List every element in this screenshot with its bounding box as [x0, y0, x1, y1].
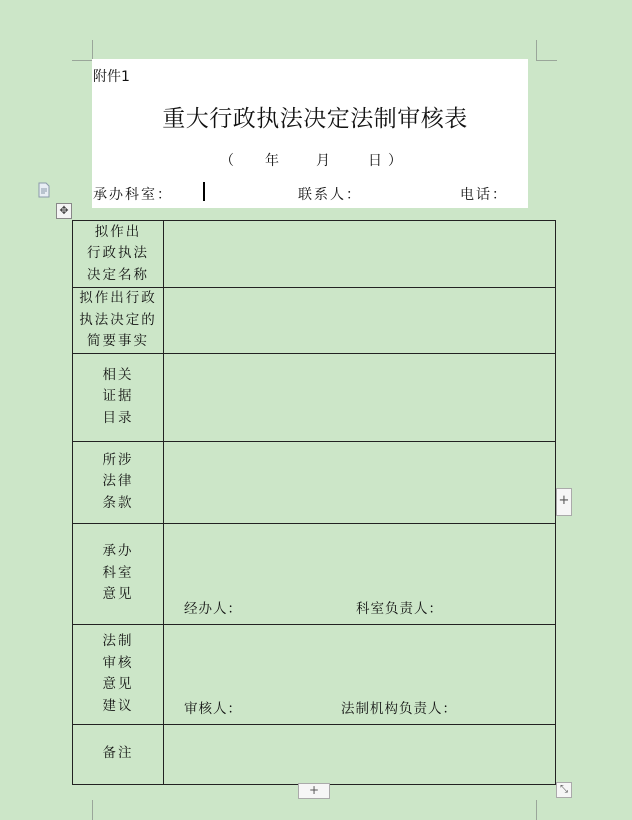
cell-dept-opinion[interactable] — [164, 523, 556, 624]
table-resize-handle[interactable]: ⤡ — [556, 782, 572, 798]
page-corner-mark-bottom-left — [72, 800, 93, 820]
date-month: 月 — [316, 153, 330, 169]
table-move-handle[interactable]: ✥ — [56, 203, 72, 219]
document-icon[interactable] — [36, 182, 52, 198]
row-label-decision-name: 拟作出 行政执法 决定名称 — [73, 221, 164, 288]
table-row-brief-facts — [73, 288, 556, 354]
table-row-evidence — [73, 353, 556, 441]
text-cursor — [203, 182, 205, 201]
table-row-legal-review — [73, 624, 556, 724]
row-label-evidence: 相关 证据 目录 — [73, 353, 164, 441]
table-row-remarks — [73, 724, 556, 784]
row-label-legal-review: 法制 审核 意见 建议 — [73, 624, 164, 724]
handler-signature-label: 经办人： — [184, 600, 242, 617]
date-day: 日 — [368, 153, 382, 169]
page-corner-mark-bottom-right — [536, 800, 557, 820]
cell-brief-facts[interactable] — [164, 288, 556, 354]
legal-head-signature-label: 法制机构负责人： — [341, 700, 457, 717]
cell-evidence[interactable] — [164, 353, 556, 441]
table-row-legal-provisions — [73, 441, 556, 523]
add-column-button[interactable]: + — [556, 488, 572, 516]
phone-label: 电话： — [460, 187, 508, 203]
cell-legal-review[interactable] — [164, 624, 556, 724]
date-open-paren: （ — [220, 153, 234, 169]
page-corner-mark-top-left — [72, 40, 93, 61]
reviewer-signature-label: 审核人： — [184, 700, 242, 717]
cell-legal-provisions[interactable] — [164, 441, 556, 523]
table-row-decision-name — [73, 221, 556, 288]
add-row-button[interactable]: + — [298, 783, 330, 799]
dept-head-signature-label: 科室负责人： — [356, 600, 443, 617]
cell-remarks[interactable] — [164, 724, 556, 784]
date-close-paren: ） — [388, 153, 402, 169]
document-title: 重大行政执法决定法制审核表 — [162, 106, 468, 132]
contact-label: 联系人： — [298, 187, 362, 203]
review-form-table — [72, 220, 556, 785]
attachment-label: 附件1 — [93, 69, 130, 85]
cell-decision-name[interactable] — [164, 221, 556, 288]
table-row-dept-opinion — [73, 523, 556, 624]
row-label-remarks: 备注 — [73, 724, 164, 784]
dept-label: 承办科室： — [93, 187, 173, 203]
row-label-brief-facts: 拟作出行政 执法决定的 简要事实 — [73, 288, 164, 354]
date-year: 年 — [265, 153, 279, 169]
page-corner-mark-top-right — [536, 40, 557, 61]
row-label-legal-provisions: 所涉 法律 条款 — [73, 441, 164, 523]
row-label-dept-opinion: 承办 科室 意见 — [73, 523, 164, 624]
